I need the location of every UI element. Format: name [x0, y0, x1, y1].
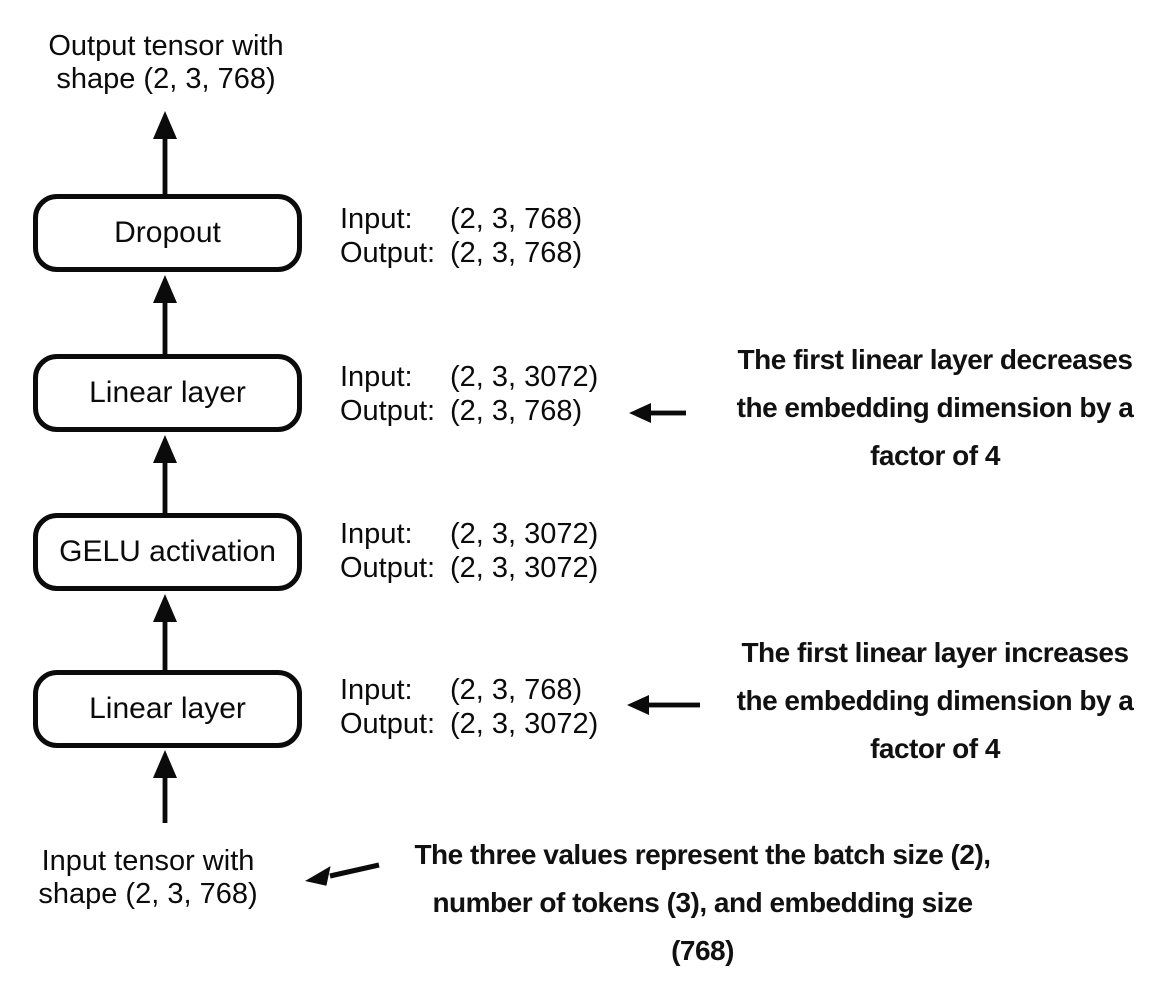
layer-box-gelu-label: GELU activation	[59, 535, 276, 568]
layer-box-dropout	[33, 194, 302, 272]
arrow-up-gelu-to-linear1	[150, 433, 180, 514]
layer-box-gelu	[33, 513, 302, 591]
annotation-line: the embedding dimension by a	[736, 392, 1134, 423]
io-output-shape: (2, 3, 3072)	[450, 708, 599, 740]
io-output-label: Output:	[340, 708, 436, 740]
io-output-shape: (2, 3, 3072)	[450, 552, 599, 584]
output-tensor-label-line1: Output tensor with	[48, 30, 284, 62]
arrow-up-dropout-to-output	[150, 111, 180, 195]
io-input-shape: (2, 3, 768)	[450, 203, 583, 235]
output-tensor-label-line2: shape (2, 3, 768)	[56, 63, 276, 95]
output-tensor-label	[28, 30, 304, 96]
io-input-label: Input:	[340, 518, 413, 550]
io-output-shape: (2, 3, 768)	[450, 395, 583, 427]
input-tensor-label	[26, 845, 270, 911]
annotation-line: the embedding dimension by a	[736, 685, 1134, 716]
io-input-shape: (2, 3, 768)	[450, 674, 583, 706]
arrow-up-linear1-to-dropout	[150, 273, 180, 355]
io-shapes-gelu	[340, 517, 598, 585]
io-input-shape: (2, 3, 3072)	[450, 361, 599, 393]
io-input-label: Input:	[340, 361, 413, 393]
input-tensor-label-line1: Input tensor with	[41, 845, 255, 877]
annotation-line: number of tokens (3), and embedding size	[432, 887, 973, 918]
io-shapes-linear-lower	[340, 673, 598, 741]
input-tensor-label-line2: shape (2, 3, 768)	[38, 878, 258, 910]
annotation-tensor-values	[395, 831, 1010, 975]
annotation-decrease-dimension	[705, 336, 1165, 480]
layer-box-linear-lower-label: Linear layer	[89, 692, 246, 725]
annotation-line: The three values represent the batch size (2),	[414, 839, 991, 870]
io-output-label: Output:	[340, 552, 436, 584]
annotation-line: The first linear layer decreases	[737, 344, 1133, 375]
layer-box-linear-upper	[33, 354, 302, 432]
arrow-up-input-to-linear2	[150, 749, 180, 823]
annotation-line: factor of 4	[870, 440, 1000, 471]
annotation-line: (768)	[671, 935, 734, 966]
io-input-label: Input:	[340, 674, 413, 706]
annotation-line: The first linear layer increases	[741, 637, 1129, 668]
annotation-increase-dimension	[705, 629, 1165, 773]
io-input-shape: (2, 3, 3072)	[450, 518, 599, 550]
arrow-left-decrease-callout	[628, 400, 688, 426]
layer-box-linear-upper-label: Linear layer	[89, 376, 246, 409]
arrow-diagonal-input-callout	[295, 850, 390, 895]
io-output-label: Output:	[340, 395, 436, 427]
io-output-shape: (2, 3, 768)	[450, 237, 583, 269]
annotation-line: factor of 4	[870, 733, 1000, 764]
layer-box-dropout-label: Dropout	[114, 216, 221, 249]
io-shapes-linear-upper	[340, 360, 598, 428]
arrow-left-increase-callout	[626, 692, 702, 718]
io-output-label: Output:	[340, 237, 436, 269]
io-shapes-dropout	[340, 202, 582, 270]
arrow-up-linear2-to-gelu	[150, 592, 180, 671]
io-input-label: Input:	[340, 203, 413, 235]
layer-box-linear-lower	[33, 670, 302, 748]
